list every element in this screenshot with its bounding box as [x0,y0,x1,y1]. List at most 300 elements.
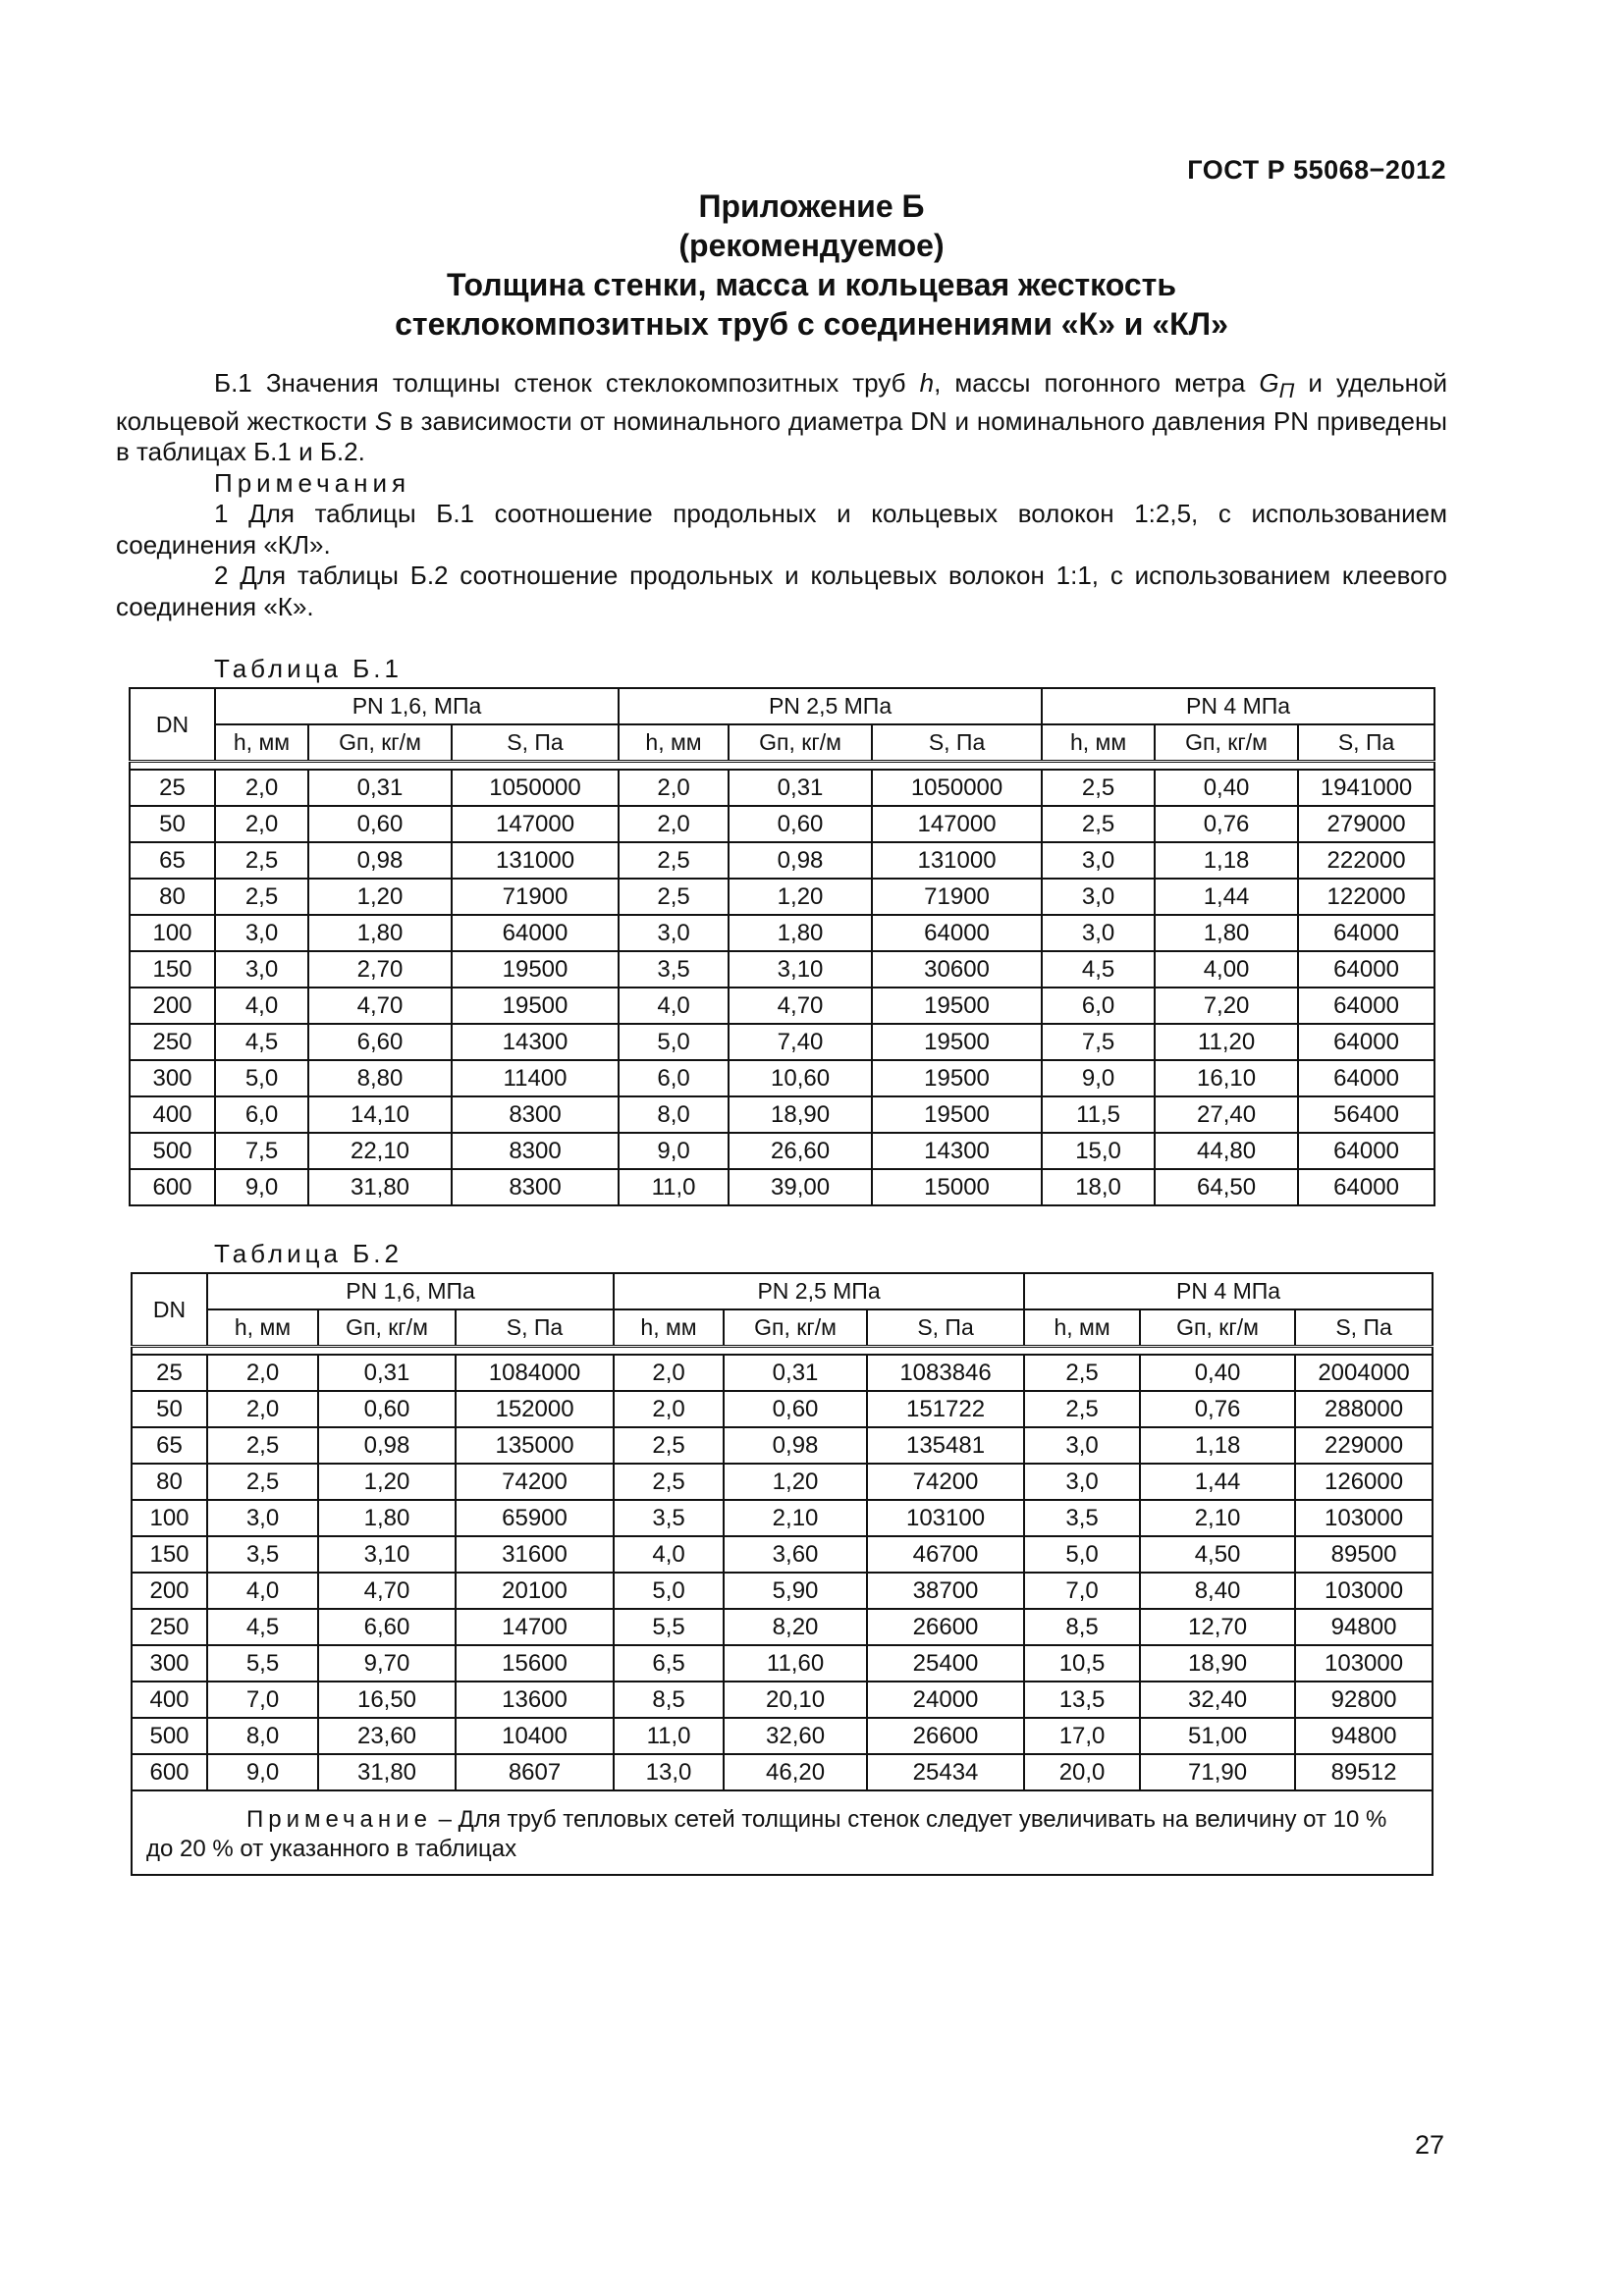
table-cell: 0,31 [308,770,452,806]
table-row [132,1464,1433,1500]
dn-cell: 50 [130,806,215,842]
table-row [130,988,1434,1024]
dn-cell: 200 [130,988,215,1024]
table-cell: 0,60 [729,806,872,842]
table-cell: 1,18 [1140,1427,1295,1464]
table-cell: 18,90 [1140,1645,1295,1682]
dn-header: DN [130,688,215,762]
dn-cell: 400 [130,1096,215,1133]
dn-cell: 300 [130,1060,215,1096]
table-cell: 3,0 [1042,842,1155,879]
table2-caption: Таблица Б.2 [214,1239,403,1268]
table-cell: 11,60 [724,1645,867,1682]
table-cell: 26600 [867,1609,1024,1645]
table-cell: 9,70 [318,1645,456,1682]
table-cell: 1050000 [872,770,1042,806]
table-cell: 2,0 [215,806,308,842]
table-cell: 3,10 [729,951,872,988]
dn-cell: 500 [130,1133,215,1169]
table-cell: 5,90 [724,1573,867,1609]
table-row [130,879,1434,915]
table-cell: 46,20 [724,1754,867,1790]
table-cell: 2,5 [207,1464,318,1500]
table-cell: 151722 [867,1391,1024,1427]
table-cell: 39,00 [729,1169,872,1205]
table-cell: 103100 [867,1500,1024,1536]
dn-cell: 25 [130,770,215,806]
table-cell: 126000 [1295,1464,1433,1500]
title-line-3: Толщина стенки, масса и кольцевая жесткость [446,267,1177,302]
header-separator [130,762,1434,771]
group-header-pn25: PN 2,5 МПа [614,1273,1024,1309]
dn-cell: 65 [130,842,215,879]
table2 [131,1272,1434,1876]
page-number: 27 [1414,2130,1444,2160]
table-cell: 152000 [456,1391,614,1427]
table-cell: 94800 [1295,1609,1433,1645]
table-cell: 1084000 [456,1355,614,1391]
table-row [130,770,1434,806]
table-row [130,1024,1434,1060]
table-cell: 2,0 [614,1355,724,1391]
table-cell: 18,0 [1042,1169,1155,1205]
table-cell: 3,5 [619,951,729,988]
table-cell: 3,5 [614,1500,724,1536]
table-cell: 2,0 [207,1355,318,1391]
table-cell: 2,5 [1042,770,1155,806]
subheader-s: S, Па [456,1309,614,1347]
note-2: 2 Для таблицы Б.2 соотношение продольных и кольцевых волокон 1:1, с использованием клеевого соединения «К». [116,561,1447,621]
dn-cell: 25 [132,1355,207,1391]
table-cell: 2,5 [207,1427,318,1464]
table-cell: 3,5 [207,1536,318,1573]
table2-note: Примечание – Для труб тепловых сетей толщины стенок следует увеличивать на величину от 10 % до 20 % от указанного в таблицах [132,1790,1433,1875]
table-cell: 13600 [456,1682,614,1718]
group-header-pn25: PN 2,5 МПа [619,688,1042,724]
table-row [132,1355,1433,1391]
table-cell: 3,0 [1024,1464,1140,1500]
dn-cell: 200 [132,1573,207,1609]
table-row [130,951,1434,988]
table-cell: 222000 [1298,842,1434,879]
table-cell: 26,60 [729,1133,872,1169]
subheader-s: S, Па [872,724,1042,762]
table-cell: 13,5 [1024,1682,1140,1718]
table-cell: 2,5 [619,879,729,915]
table-cell: 3,0 [619,915,729,951]
table-cell: 279000 [1298,806,1434,842]
dn-header: DN [132,1273,207,1347]
table-cell: 135481 [867,1427,1024,1464]
subheader-g: Gп, кг/м [308,724,452,762]
table-row [132,1718,1433,1754]
table-cell: 1,44 [1140,1464,1295,1500]
table-cell: 64000 [1298,1060,1434,1096]
table-cell: 25400 [867,1645,1024,1682]
table-cell: 4,70 [308,988,452,1024]
table-row [132,1645,1433,1682]
table-cell: 19500 [872,1060,1042,1096]
dn-cell: 100 [132,1500,207,1536]
table-cell: 7,5 [1042,1024,1155,1060]
table-cell: 4,50 [1140,1536,1295,1573]
table-cell: 4,70 [729,988,872,1024]
table-cell: 4,0 [619,988,729,1024]
table-cell: 1,80 [1155,915,1298,951]
table-cell: 5,5 [207,1645,318,1682]
table-cell: 19500 [872,1024,1042,1060]
table-cell: 10,60 [729,1060,872,1096]
table-cell: 8,0 [619,1096,729,1133]
table-cell: 7,20 [1155,988,1298,1024]
table-cell: 5,0 [215,1060,308,1096]
table-cell: 20,0 [1024,1754,1140,1790]
table-cell: 10400 [456,1718,614,1754]
table-cell: 71,90 [1140,1754,1295,1790]
table-cell: 2,5 [1024,1355,1140,1391]
dn-cell: 250 [130,1024,215,1060]
table-row [130,1096,1434,1133]
dn-cell: 150 [132,1536,207,1573]
table-row [132,1536,1433,1573]
table-cell: 8,20 [724,1609,867,1645]
table-cell: 3,0 [215,951,308,988]
table-cell: 89512 [1295,1754,1433,1790]
table-cell: 1,80 [729,915,872,951]
table-cell: 14700 [456,1609,614,1645]
subheader-s: S, Па [1298,724,1434,762]
table-cell: 23,60 [318,1718,456,1754]
table-cell: 11,20 [1155,1024,1298,1060]
dn-cell: 400 [132,1682,207,1718]
group-header-pn16: PN 1,6, МПа [215,688,619,724]
table-cell: 11,5 [1042,1096,1155,1133]
table-cell: 4,0 [614,1536,724,1573]
dn-cell: 80 [130,879,215,915]
table-cell: 44,80 [1155,1133,1298,1169]
table-cell: 147000 [452,806,619,842]
table-cell: 11,0 [619,1169,729,1205]
table-cell: 2,5 [1042,806,1155,842]
table-row [130,1169,1434,1205]
table-cell: 0,98 [729,842,872,879]
table-cell: 2,70 [308,951,452,988]
table-cell: 0,40 [1155,770,1298,806]
table-cell: 6,0 [619,1060,729,1096]
table-cell: 8300 [452,1133,619,1169]
dn-cell: 250 [132,1609,207,1645]
table-cell: 1050000 [452,770,619,806]
subheader-h: h, мм [614,1309,724,1347]
table-cell: 3,0 [215,915,308,951]
table-cell: 122000 [1298,879,1434,915]
table-row [130,806,1434,842]
table-cell: 2,5 [619,842,729,879]
intro-paragraph: Б.1 Значения толщины стенок стеклокомпозитных труб h, массы погонного метра $G_П$ и удельной кольцевой жесткости S в зависимости от номинального диаметра DN и номинального давления PN приведены в таблицах Б.1 и Б.2. [116,368,1448,467]
table-cell: 1941000 [1298,770,1434,806]
table-cell: 19500 [452,988,619,1024]
table-row [132,1609,1433,1645]
dn-cell: 600 [132,1754,207,1790]
table-cell: 71900 [452,879,619,915]
table-cell: 3,0 [1042,915,1155,951]
table-cell: 31,80 [318,1754,456,1790]
table-cell: 7,0 [207,1682,318,1718]
subheader-h: h, мм [1024,1309,1140,1347]
subheader-h: h, мм [215,724,308,762]
subheader-g: Gп, кг/м [1155,724,1298,762]
table-cell: 3,10 [318,1536,456,1573]
table-cell: 1,18 [1155,842,1298,879]
table-row [130,915,1434,951]
table-cell: 4,70 [318,1573,456,1609]
appendix-title [0,187,1623,344]
table-cell: 8,5 [1024,1609,1140,1645]
table-cell: 10,5 [1024,1645,1140,1682]
table-cell: 32,60 [724,1718,867,1754]
table-cell: 229000 [1295,1427,1433,1464]
table-cell: 3,0 [1042,879,1155,915]
header-separator [132,1347,1433,1356]
table-cell: 15,0 [1042,1133,1155,1169]
table-cell: 3,0 [207,1500,318,1536]
table-row [132,1754,1433,1790]
subheader-s: S, Па [867,1309,1024,1347]
table-cell: 6,0 [215,1096,308,1133]
table-cell: 131000 [872,842,1042,879]
table-cell: 1,80 [318,1500,456,1536]
subheader-h: h, мм [1042,724,1155,762]
table-cell: 31,80 [308,1169,452,1205]
table-row [132,1682,1433,1718]
table-cell: 1,80 [308,915,452,951]
dn-cell: 100 [130,915,215,951]
table-cell: 8,5 [614,1682,724,1718]
table-cell: 8300 [452,1169,619,1205]
table-cell: 56400 [1298,1096,1434,1133]
table-cell: 2,0 [619,806,729,842]
subheader-s: S, Па [452,724,619,762]
table-cell: 2,5 [215,879,308,915]
table-cell: 0,98 [724,1427,867,1464]
table-cell: 64,50 [1155,1169,1298,1205]
table-cell: 4,0 [215,988,308,1024]
table-cell: 2,5 [1024,1391,1140,1427]
table-cell: 6,60 [318,1609,456,1645]
table-cell: 135000 [456,1427,614,1464]
table-cell: 147000 [872,806,1042,842]
table-cell: 64000 [1298,1133,1434,1169]
table-cell: 2,10 [1140,1500,1295,1536]
table-cell: 7,40 [729,1024,872,1060]
table-cell: 2,5 [614,1427,724,1464]
table-cell: 2,10 [724,1500,867,1536]
table-cell: 0,31 [724,1355,867,1391]
table-cell: 4,5 [1042,951,1155,988]
table-cell: 12,70 [1140,1609,1295,1645]
table-cell: 1,20 [308,879,452,915]
table-cell: 64000 [872,915,1042,951]
table-cell: 0,60 [318,1391,456,1427]
table-cell: 103000 [1295,1645,1433,1682]
table-cell: 11,0 [614,1718,724,1754]
table-cell: 5,0 [1024,1536,1140,1573]
table-cell: 30600 [872,951,1042,988]
title-line-4: стеклокомпозитных труб с соединениями «К» и «КЛ» [395,306,1228,342]
table-cell: 51,00 [1140,1718,1295,1754]
table-cell: 9,0 [1042,1060,1155,1096]
table-cell: 0,76 [1140,1391,1295,1427]
table-cell: 64000 [1298,951,1434,988]
table-cell: 3,5 [1024,1500,1140,1536]
table-cell: 27,40 [1155,1096,1298,1133]
table-cell: 94800 [1295,1718,1433,1754]
table-cell: 7,0 [1024,1573,1140,1609]
table-cell: 4,0 [207,1573,318,1609]
table-cell: 103000 [1295,1500,1433,1536]
table-cell: 103000 [1295,1573,1433,1609]
table-cell: 8,80 [308,1060,452,1096]
table-cell: 71900 [872,879,1042,915]
table-cell: 64000 [1298,1169,1434,1205]
dn-cell: 300 [132,1645,207,1682]
table-row [132,1391,1433,1427]
table-cell: 0,60 [724,1391,867,1427]
title-line-1: Приложение Б [698,188,925,224]
table-cell: 7,5 [215,1133,308,1169]
table-cell: 92800 [1295,1682,1433,1718]
table-row [132,1427,1433,1464]
table-cell: 17,0 [1024,1718,1140,1754]
table-cell: 9,0 [619,1133,729,1169]
table1 [129,687,1435,1206]
subheader-g: Gп, кг/м [1140,1309,1295,1347]
table-cell: 6,60 [308,1024,452,1060]
table-cell: 5,0 [619,1024,729,1060]
table-cell: 64000 [452,915,619,951]
table-cell: 1083846 [867,1355,1024,1391]
table-cell: 25434 [867,1754,1024,1790]
table-cell: 0,76 [1155,806,1298,842]
table-cell: 4,5 [215,1024,308,1060]
table-cell: 2004000 [1295,1355,1433,1391]
table-cell: 74200 [456,1464,614,1500]
table-cell: 4,00 [1155,951,1298,988]
dn-cell: 65 [132,1427,207,1464]
dn-cell: 500 [132,1718,207,1754]
table-row [132,1500,1433,1536]
table-cell: 131000 [452,842,619,879]
table-cell: 16,50 [318,1682,456,1718]
dn-cell: 600 [130,1169,215,1205]
table-cell: 15600 [456,1645,614,1682]
table-cell: 19500 [452,951,619,988]
subheader-g: Gп, кг/м [318,1309,456,1347]
table-cell: 2,5 [614,1464,724,1500]
table-cell: 288000 [1295,1391,1433,1427]
table-cell: 6,5 [614,1645,724,1682]
group-header-pn4: PN 4 МПа [1024,1273,1433,1309]
table-cell: 4,5 [207,1609,318,1645]
table-cell: 19500 [872,1096,1042,1133]
table-cell: 1,44 [1155,879,1298,915]
table-cell: 8,0 [207,1718,318,1754]
table-cell: 13,0 [614,1754,724,1790]
dn-cell: 150 [130,951,215,988]
table-cell: 2,5 [215,842,308,879]
subheader-h: h, мм [207,1309,318,1347]
table-cell: 26600 [867,1718,1024,1754]
table-cell: 14,10 [308,1096,452,1133]
table-cell: 19500 [872,988,1042,1024]
table-cell: 16,10 [1155,1060,1298,1096]
table-row [130,1060,1434,1096]
table-row [130,1133,1434,1169]
table-cell: 2,0 [207,1391,318,1427]
table-cell: 8607 [456,1754,614,1790]
table-cell: 20100 [456,1573,614,1609]
table-cell: 2,0 [619,770,729,806]
table-cell: 14300 [872,1133,1042,1169]
table-cell: 5,5 [614,1609,724,1645]
table-cell: 0,31 [318,1355,456,1391]
group-header-pn16: PN 1,6, МПа [207,1273,614,1309]
table-cell: 64000 [1298,1024,1434,1060]
table-cell: 64000 [1298,988,1434,1024]
table-cell: 65900 [456,1500,614,1536]
dn-cell: 50 [132,1391,207,1427]
group-header-pn4: PN 4 МПа [1042,688,1434,724]
table-cell: 9,0 [207,1754,318,1790]
table-row [130,842,1434,879]
table-cell: 18,90 [729,1096,872,1133]
table-cell: 0,98 [308,842,452,879]
table-cell: 1,20 [318,1464,456,1500]
table-cell: 0,31 [729,770,872,806]
table-cell: 5,0 [614,1573,724,1609]
table-cell: 3,0 [1024,1427,1140,1464]
table-cell: 31600 [456,1536,614,1573]
table-cell: 11400 [452,1060,619,1096]
table-cell: 0,98 [318,1427,456,1464]
subheader-g: Gп, кг/м [724,1309,867,1347]
table-cell: 1,20 [724,1464,867,1500]
table-cell: 0,60 [308,806,452,842]
table-cell: 8,40 [1140,1573,1295,1609]
table-cell: 32,40 [1140,1682,1295,1718]
table-cell: 15000 [872,1169,1042,1205]
subheader-g: Gп, кг/м [729,724,872,762]
table-cell: 89500 [1295,1536,1433,1573]
subheader-s: S, Па [1295,1309,1433,1347]
standard-code: ГОСТ Р 55068−2012 [1187,155,1446,185]
table-cell: 6,0 [1042,988,1155,1024]
table-cell: 1,20 [729,879,872,915]
table-cell: 64000 [1298,915,1434,951]
table-cell: 38700 [867,1573,1024,1609]
table-cell: 20,10 [724,1682,867,1718]
title-line-2: (рекомендуемое) [678,228,945,263]
table-cell: 22,10 [308,1133,452,1169]
table-cell: 24000 [867,1682,1024,1718]
table-cell: 8300 [452,1096,619,1133]
subheader-h: h, мм [619,724,729,762]
table1-caption: Таблица Б.1 [214,654,403,683]
dn-cell: 80 [132,1464,207,1500]
intro-text [116,368,1447,622]
table-cell: 2,0 [614,1391,724,1427]
table-cell: 0,40 [1140,1355,1295,1391]
